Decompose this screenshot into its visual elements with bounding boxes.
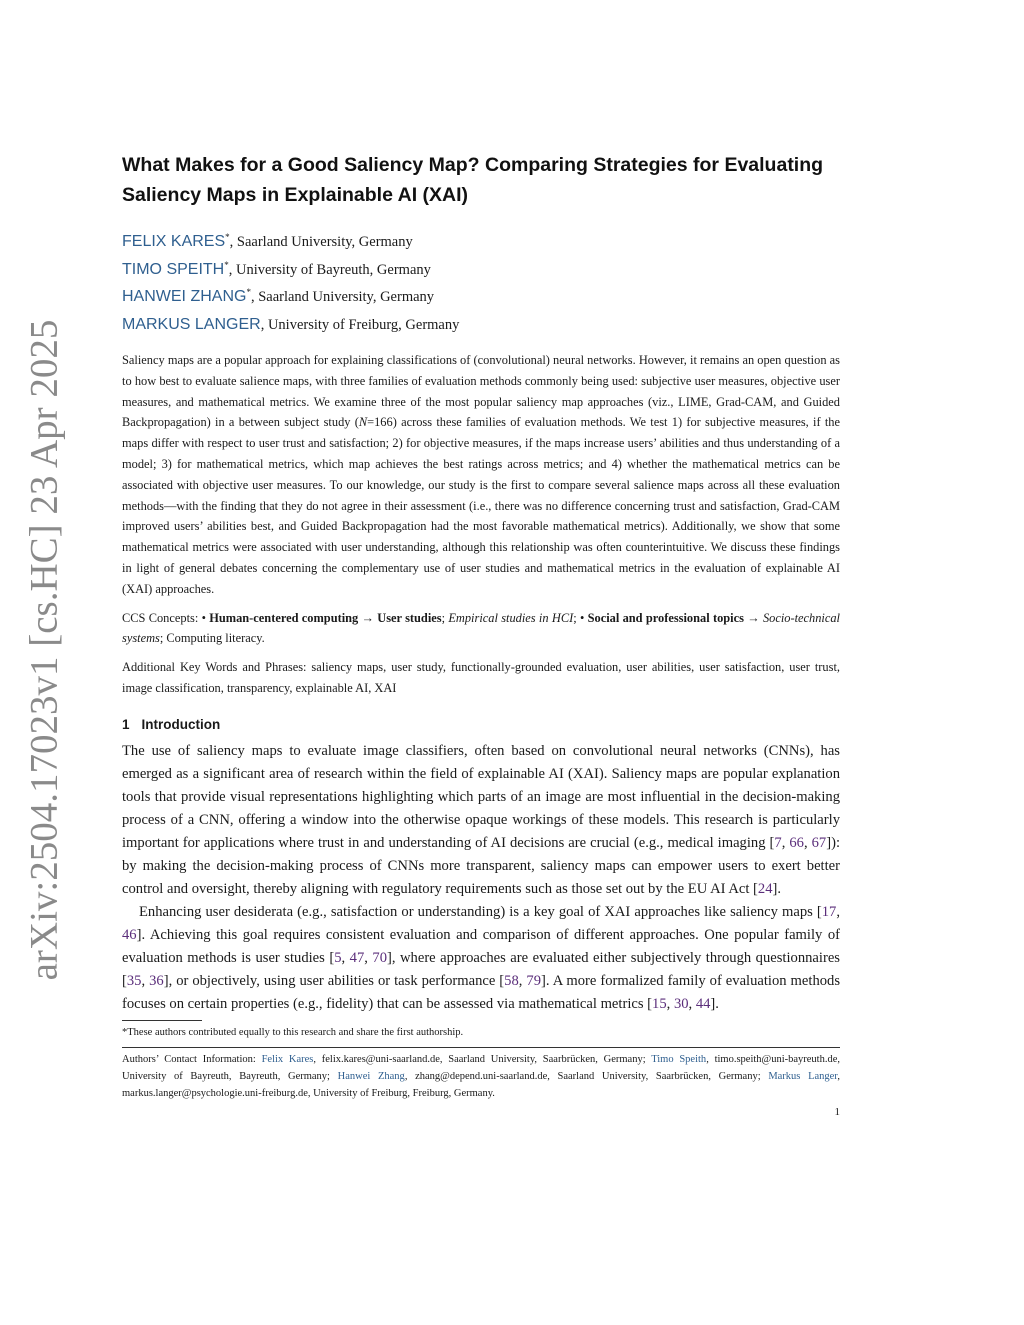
intro-paragraph-2: Enhancing user desiderata (e.g., satisfaction or understanding) is a key goal of XAI approaches like saliency maps [17, 46]. Achieving this goal requires consistent evaluation and comparison of different approaches. One popular family of evaluation methods is user studies [5, 47, 70], where approaches are evaluated either subjectively through questionnaires [35, 36], or objectively, using user abilities or task performance [58, 79]. A more formalized family of evaluation methods focuses on certain properties (e.g., fidelity) that can be assessed via mathematical metrics [15, 30, 44].: [122, 903, 841, 1012]
author-name[interactable]: HANWEI ZHANG: [122, 287, 247, 305]
author-link[interactable]: Felix Kares: [261, 1053, 314, 1065]
citation-link[interactable]: 7: [774, 834, 782, 851]
arxiv-sidebar-stamp: [14, 319, 74, 981]
page-number: 1: [834, 1105, 840, 1118]
author-line: [122, 307, 840, 335]
citation-link[interactable]: 47: [349, 949, 365, 966]
author-name[interactable]: MARKUS LANGER: [122, 315, 261, 333]
citation-link[interactable]: 70: [372, 949, 387, 966]
author-line: [122, 279, 840, 307]
citation-link[interactable]: 30: [673, 995, 689, 1012]
intro-paragraph-1: The use of saliency maps to evaluate image classifiers, often based on convolutional neural networks (CNNs), has emerged as a significant area of research within the field of explainable AI (XAI). Saliency maps are popular explanation tools that provide visual representations highlighting which parts of an image are most influential in the decision-making process of a CNN, offering a window into the otherwise opaque workings of these models. This research is particularly important for applications where trust in and understanding of AI decisions are crucial (e.g., medical imaging [7, 66, 67]): by making the decision-making process of CNNs more transparent, saliency maps can empower users to exert better control and oversight, thereby aligning with regulatory requirements such as those set out by the EU AI Act [24].: [122, 742, 840, 897]
citation-link[interactable]: 5: [334, 949, 342, 966]
citation-link[interactable]: 17: [821, 903, 837, 920]
section-number: 1: [122, 716, 130, 732]
contact-rule: [122, 1047, 840, 1048]
author-affiliation: , University of Freiburg, Germany: [260, 316, 460, 333]
citation-link[interactable]: 79: [526, 972, 541, 989]
author-link[interactable]: Markus Langer: [768, 1070, 838, 1082]
author-affiliation: , Saarland University, Germany: [250, 288, 435, 305]
section-title: Introduction: [141, 716, 221, 732]
author-link[interactable]: Timo Speith: [651, 1053, 707, 1065]
citation-link[interactable]: 44: [695, 995, 711, 1012]
author-link[interactable]: Hanwei Zhang: [337, 1070, 405, 1082]
contact-information: Authors’ Contact Information: Felix Kares, felix.kares@uni-saarland.de, Saarland University, Saarbrücken, Germany; Timo Speith, timo.speith@uni-bayreuth.de, University of Bayreuth, Bayreuth, Germany; Hanwei Zhang, zhang@depend.uni-saarland.de, Saarland University, Saarbrücken, Germany; Markus Langer, markus.langer@psychologie.uni-freiburg.de, University of Freiburg, Freiburg, Germany.: [122, 1053, 841, 1099]
citation-link[interactable]: 67: [811, 834, 827, 851]
author-name[interactable]: FELIX KARES: [122, 232, 226, 250]
paper-page: [122, 150, 840, 1118]
author-line: [122, 252, 840, 280]
paper-title: What Makes for a Good Saliency Map? Comparing Strategies for Evaluating Saliency Maps in Explainable AI (XAI): [122, 154, 824, 206]
equal-contribution-mark: *: [246, 287, 251, 297]
ccs-concepts: CCS Concepts: • Human-centered computing → User studies; Empirical studies in HCI; • Social and professional topics → Socio-technical systems; Computing literacy.: [122, 610, 841, 646]
equal-contribution-mark: *: [224, 259, 229, 270]
author-name[interactable]: TIMO SPEITH: [122, 260, 225, 278]
author-affiliation: , University of Bayreuth, Germany: [228, 261, 431, 278]
author-line: [122, 224, 840, 252]
footnote: *These authors contributed equally to this research and share the first authorship.: [122, 1026, 464, 1038]
author-list: [122, 224, 840, 334]
abstract: Saliency maps are a popular approach for explaining classifications of (convolutional) neural networks. However, it remains an open question as to how best to evaluate salience maps, with three families of evaluation methods commonly being used: subjective user measures, objective user measures, and mathematical metrics. We examine three of the most popular saliency map approaches (viz., LIME, Grad-CAM, and Guided Backpropagation) in a between subject study (N=166) across these families of evaluation methods. We test 1) for subjective measures, if the maps differ with respect to user trust and satisfaction; 2) for objective measures, if the maps increase users’ abilities and thus understanding of a model; 3) for mathematical metrics, which map achieves the best ratings across metrics; and 4) whether the mathematical metrics can be associated with objective user measures. To our knowledge, our study is the first to compare several salience maps across all these evaluation methods—with the finding that they do not agree in their assessment (i.e., there was no difference concerning trust and satisfaction, Grad-CAM improved users’ abilities best, and Guided Backpropagation had the most favorable mathematical metrics). Additionally, we show that some mathematical metrics were associated with user understanding, although this relationship was often counterintuitive. We discuss these findings in light of general debates concerning the complementary use of user studies and mathematical metrics in the evaluation of explainable AI (XAI) approaches.: [122, 353, 840, 596]
citation-link[interactable]: 15: [652, 995, 667, 1012]
footnote-rule: [122, 1020, 202, 1021]
citation-link[interactable]: 36: [149, 972, 164, 989]
equal-contribution-mark: *: [225, 232, 230, 242]
keywords: Additional Key Words and Phrases: saliency maps, user study, functionally-grounded evaluation, user abilities, user satisfaction, user trust, image classification, transparency, explainable AI, XAI: [122, 660, 840, 695]
section-heading: [122, 717, 840, 732]
citation-link[interactable]: 24: [757, 880, 773, 897]
citation-link[interactable]: 66: [789, 834, 804, 851]
citation-link[interactable]: 46: [122, 926, 137, 943]
author-affiliation: , Saarland University, Germany: [229, 233, 413, 250]
citation-link[interactable]: 35: [126, 972, 142, 989]
citation-link[interactable]: 58: [504, 972, 519, 989]
arxiv-identifier: arXiv:2504.17023v1 [cs.HC] 23 Apr 2025: [22, 319, 66, 981]
